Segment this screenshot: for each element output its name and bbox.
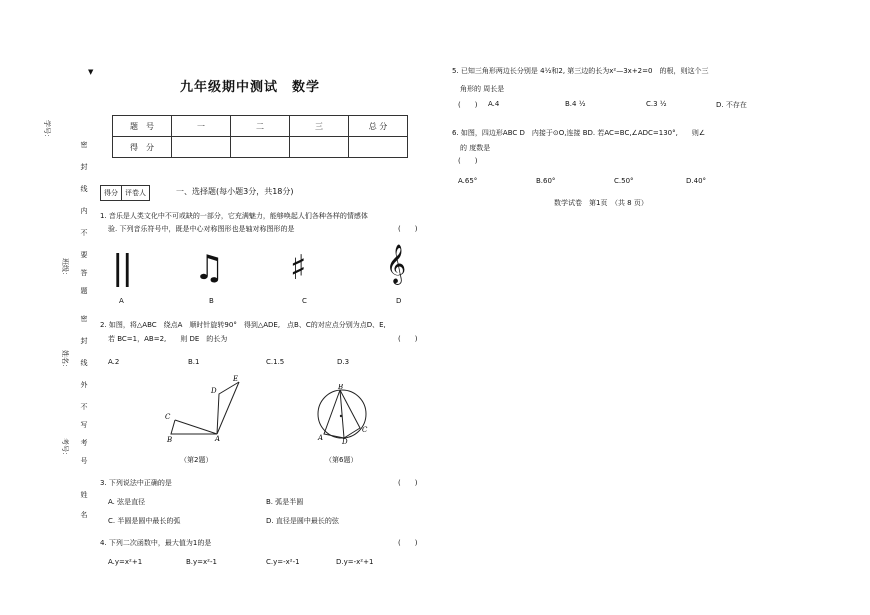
margin-char: 写	[80, 421, 88, 429]
svg-text:A: A	[215, 435, 221, 443]
score-header: 二	[231, 116, 290, 137]
option: C.50°	[614, 177, 634, 185]
option: B.60°	[536, 177, 556, 185]
margin-char: 密	[80, 141, 88, 149]
page-title: 九年级期中测试 数学	[180, 80, 321, 95]
score-cell	[349, 137, 408, 158]
answer-paren: ( )	[398, 225, 418, 233]
score-header: 总 分	[349, 116, 408, 137]
grader-table	[100, 185, 150, 201]
option: A. 弦是直径	[108, 498, 146, 506]
margin-char: 不	[80, 403, 88, 411]
side-label: 学号：	[43, 120, 51, 141]
margin-char: 答	[80, 269, 88, 277]
option: A.y=x²+1	[108, 558, 143, 566]
option: D.3	[337, 358, 350, 366]
margin-char: 要	[80, 251, 88, 259]
svg-text:C: C	[362, 426, 368, 434]
question-5-line2: 角形的 周长是	[460, 85, 505, 93]
option: A.2	[108, 358, 120, 366]
option: C.3 ½	[646, 100, 667, 108]
answer-paren: ( )	[398, 539, 418, 547]
top-mark: ▼	[88, 68, 94, 76]
option: D.40°	[686, 177, 707, 185]
beamed-notes-icon: ♫	[194, 248, 225, 288]
sharp-icon: ♯	[290, 248, 307, 288]
figure-caption: （第6题）	[325, 456, 358, 464]
option: B.y=x²-1	[186, 558, 217, 566]
margin-char: 封	[80, 163, 88, 171]
option: A.65°	[458, 177, 478, 185]
rotation-figure	[155, 372, 255, 448]
option-label: C	[302, 297, 307, 305]
score-cell: 得 分	[113, 137, 172, 158]
figure-caption: （第2题）	[180, 456, 213, 464]
svg-text:E: E	[233, 375, 239, 383]
margin-char: 姓	[80, 491, 88, 499]
score-header: 三	[290, 116, 349, 137]
answer-paren: ( )	[458, 157, 478, 165]
side-label: 姓名：	[61, 350, 69, 371]
svg-text:C: C	[165, 413, 171, 421]
score-header: 一	[172, 116, 231, 137]
option: B. 弧是半圆	[266, 498, 304, 506]
score-cell	[290, 137, 349, 158]
margin-char: 封	[80, 337, 88, 345]
margin-char: 线	[80, 359, 88, 367]
svg-text:B: B	[167, 436, 173, 444]
option: C.y=-x²-1	[266, 558, 300, 566]
page-footer: 数学试卷 第1页 （共 8 页）	[554, 199, 648, 207]
margin-char: 号	[80, 457, 88, 465]
side-label: 班级：	[61, 258, 69, 279]
svg-text:B: B	[338, 384, 344, 391]
option-label: A	[119, 297, 124, 305]
question-4: 4. 下列二次函数中，最大值为1的是	[100, 539, 212, 547]
margin-char: 外	[80, 381, 88, 389]
score-header: 题 号	[113, 116, 172, 137]
svg-text:D: D	[211, 387, 217, 395]
option: D. 直径是圆中最长的弦	[266, 517, 339, 525]
margin-char: 名	[80, 511, 88, 519]
question-3: 3. 下列说法中正确的是	[100, 479, 172, 487]
section-heading: 一、选择题(每小题3分，共18分)	[176, 187, 294, 196]
option: D.y=-x²+1	[336, 558, 374, 566]
binding-margin	[74, 60, 100, 580]
option: D. 不存在	[716, 101, 747, 109]
margin-char: 内	[80, 207, 88, 215]
margin-char: 考	[80, 439, 88, 447]
question-6-line2: 的 度数是	[460, 144, 491, 152]
margin-char: 不	[80, 229, 88, 237]
svg-text:D: D	[342, 438, 348, 444]
grader-score-label: 得分	[101, 186, 122, 201]
side-label: 考号：	[61, 438, 69, 459]
score-cell	[172, 137, 231, 158]
margin-char: 线	[80, 185, 88, 193]
question-5-line1: 5. 已知三角形两边长分别是 4½和2, 第三边的长为x²—3x+2=0 的根，则这个三	[452, 67, 709, 75]
margin-char: 密	[80, 315, 88, 323]
answer-paren: ( )	[398, 335, 418, 343]
grader-name-label: 评卷人	[122, 186, 150, 201]
question-1-line1: 1. 音乐是人类文化中不可或缺的一部分，它充满魅力，能够唤起人们各种各样的情感体	[100, 212, 368, 220]
double-barline-icon: ||	[112, 248, 131, 288]
option: C. 半圆是圆中最长的弧	[108, 517, 181, 525]
question-1-line2: 验. 下列音乐符号中，既是中心对称图形也是轴对称图形的是	[108, 225, 295, 233]
answer-paren: ( )	[398, 479, 418, 487]
score-table	[112, 115, 408, 158]
question-6-line1: 6. 如图，四边形ABC D 内接于⊙O,连接 BD. 若AC=BC,∠ADC=130°, 则∠	[452, 129, 706, 137]
option: B.1	[188, 358, 200, 366]
question-2-line1: 2. 如图，将△ABC 绕点A 顺时针旋转90° 得到△ADE, 点B、C的对应点分别为点D、E,	[100, 321, 386, 329]
option: A.4	[488, 100, 500, 108]
margin-char: 题	[80, 287, 88, 295]
option-label: B	[209, 297, 214, 305]
answer-paren: ( )	[458, 101, 478, 109]
option: B.4 ½	[565, 100, 586, 108]
option-label: D	[396, 297, 402, 305]
svg-text:A: A	[318, 434, 324, 442]
question-2-line2: 若 BC=1，AB=2, 则 DE 的长为	[108, 335, 228, 343]
treble-clef-icon: 𝄞	[386, 244, 407, 284]
option: C.1.5	[266, 358, 285, 366]
inscribed-quadrilateral-figure	[312, 384, 372, 444]
score-cell	[231, 137, 290, 158]
